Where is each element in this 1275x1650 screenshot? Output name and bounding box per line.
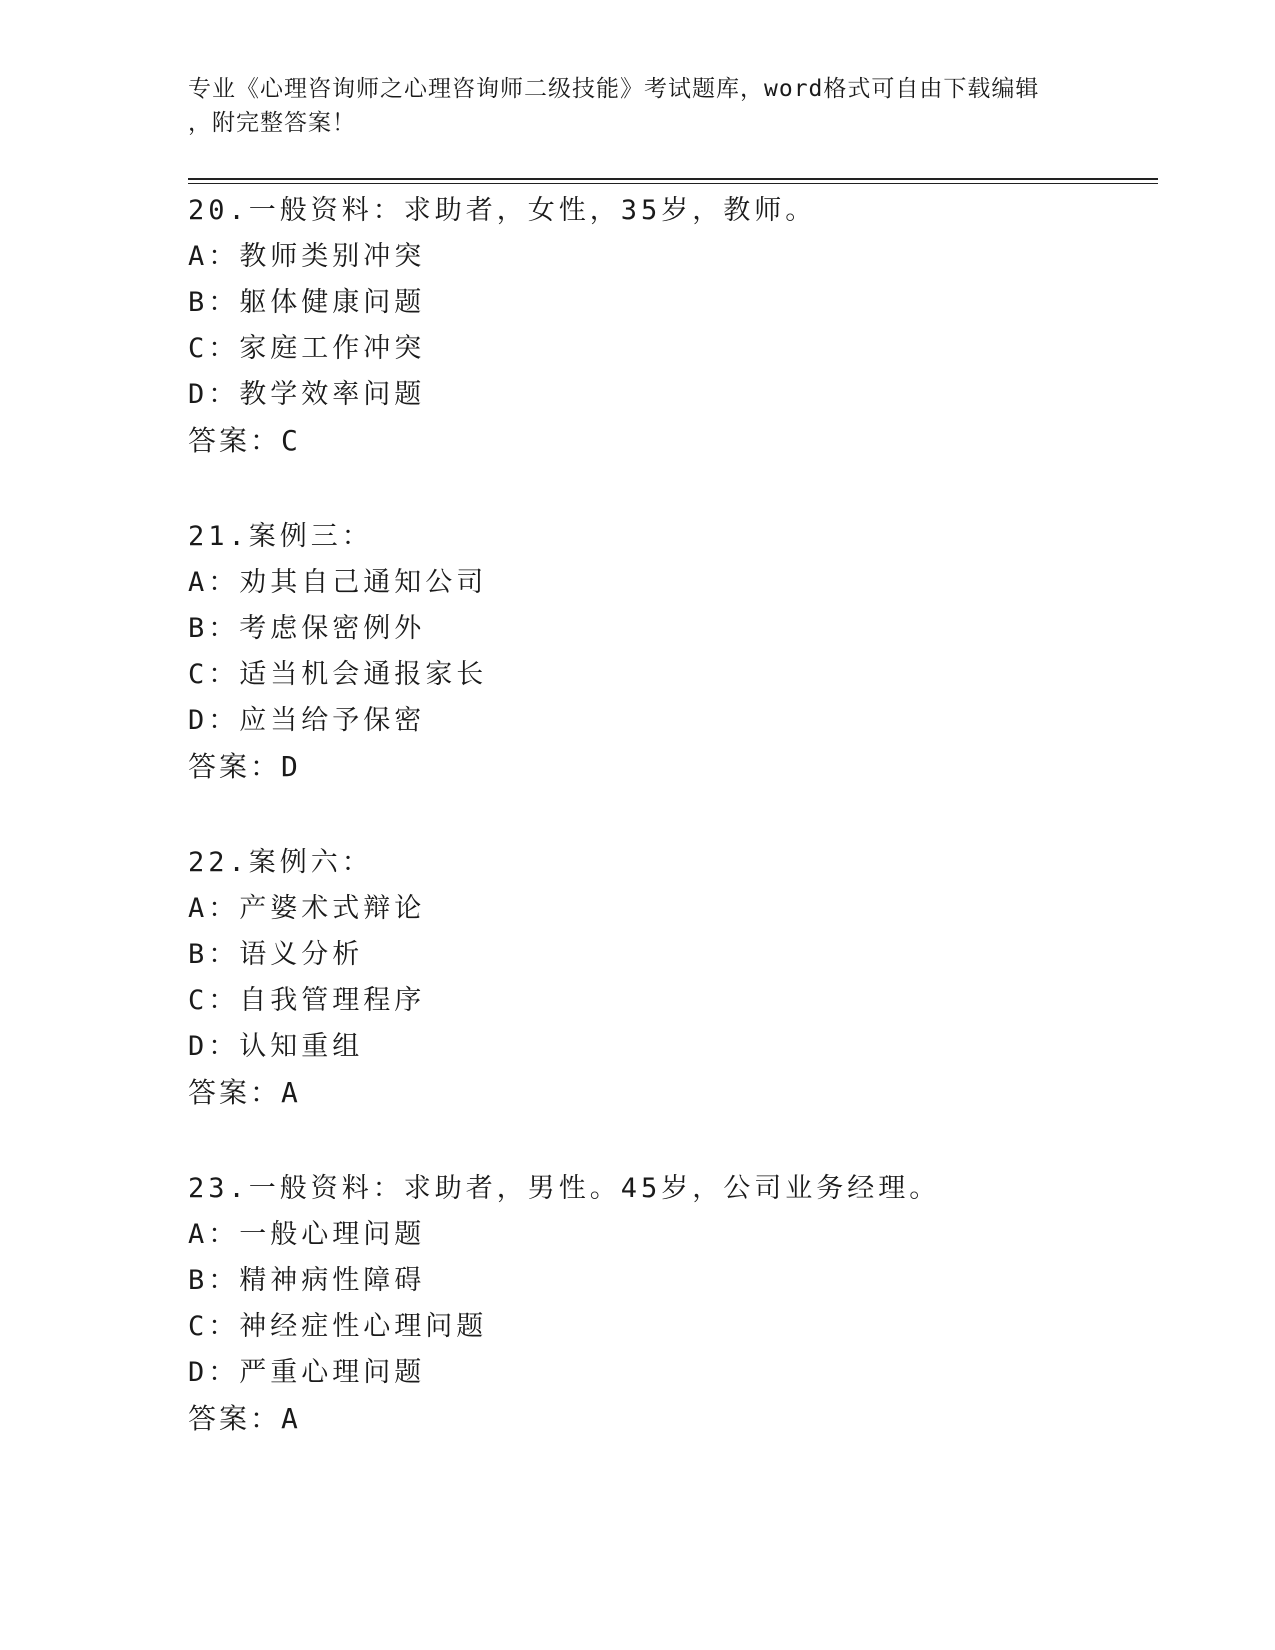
option-d: D：应当给予保密 (188, 705, 426, 736)
option-c: C：自我管理程序 (188, 985, 426, 1016)
option-b: B：考虑保密例外 (188, 613, 426, 644)
option-a: A：一般心理问题 (188, 1219, 426, 1250)
question-stem: 21.案例三： (188, 521, 373, 552)
option-c: C：家庭工作冲突 (188, 333, 426, 364)
question-stem: 23.一般资料：求助者，男性。45岁，公司业务经理。 (188, 1173, 941, 1204)
question-list (188, 188, 1158, 1492)
question-stem: 22.案例六： (188, 847, 373, 878)
question-stem: 20.一般资料：求助者，女性，35岁，教师。 (188, 195, 817, 226)
question-20 (188, 188, 1158, 464)
option-d: D：教学效率问题 (188, 379, 426, 410)
answer-line: 答案：A (188, 1402, 301, 1435)
header-divider-thick (188, 178, 1158, 180)
option-d: D：严重心理问题 (188, 1357, 426, 1388)
option-d: D：认知重组 (188, 1031, 364, 1062)
option-b: B：精神病性障碍 (188, 1265, 426, 1296)
option-a: A：教师类别冲突 (188, 241, 426, 272)
header-line-2: ，附完整答案！ (188, 110, 356, 136)
question-21 (188, 514, 1158, 790)
answer-line: 答案：C (188, 424, 301, 457)
option-b: B：语义分析 (188, 939, 364, 970)
question-23 (188, 1166, 1158, 1442)
document-header (188, 72, 1088, 140)
option-b: B：躯体健康问题 (188, 287, 426, 318)
header-line-1: 专业《心理咨询师之心理咨询师二级技能》考试题库，word格式可自由下载编辑 (188, 76, 1040, 102)
header-divider-thin (188, 183, 1158, 184)
option-c: C：神经症性心理问题 (188, 1311, 488, 1342)
option-c: C：适当机会通报家长 (188, 659, 488, 690)
option-a: A：劝其自己通知公司 (188, 567, 488, 598)
answer-line: 答案：A (188, 1076, 301, 1109)
answer-line: 答案：D (188, 750, 301, 783)
question-22 (188, 840, 1158, 1116)
option-a: A：产婆术式辩论 (188, 893, 426, 924)
